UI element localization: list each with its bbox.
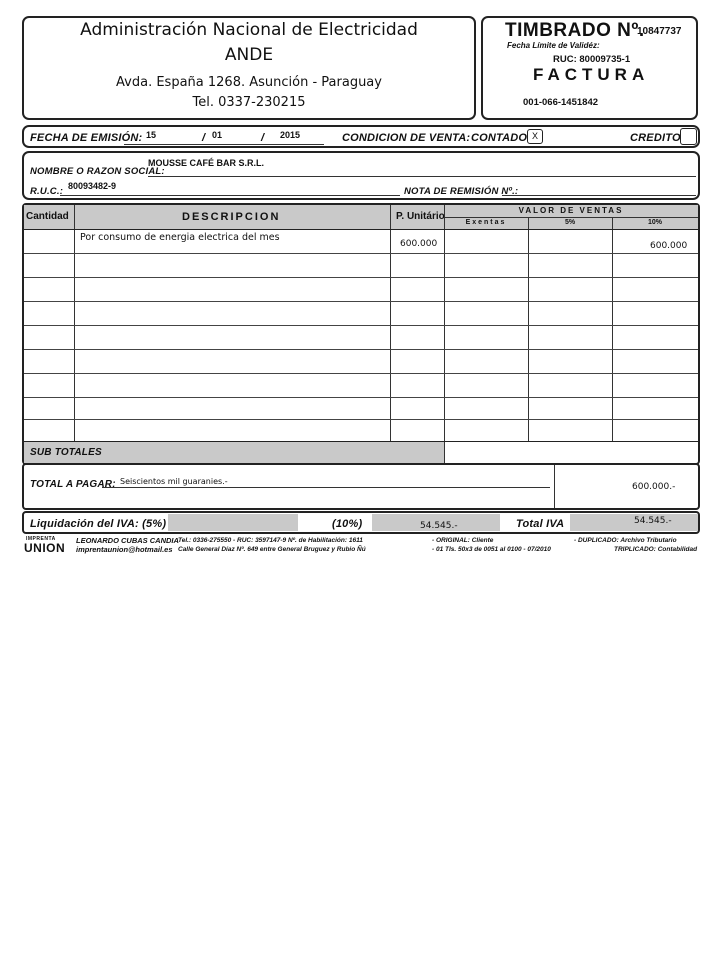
footer-line-1: Tel.: 0336-275550 - RUC: 3597147-9 Nº. de Habilitación: 1611	[178, 537, 363, 544]
doc-type: FACTURA	[533, 65, 650, 84]
client-name: MOUSSE CAFÉ BAR S.R.L.	[148, 158, 265, 168]
condition-label: CONDICION DE VENTA:	[342, 132, 471, 144]
invoice-number: 001-066-1451842	[523, 97, 599, 108]
iva10-label: (10%)	[332, 518, 363, 530]
footer-line-1c: - DUPLICADO: Archivo Tributario	[574, 537, 677, 544]
contado-checkbox[interactable]	[527, 129, 543, 144]
client-box	[22, 151, 700, 200]
company-box	[22, 16, 476, 120]
row-diez: 600.000	[650, 241, 688, 251]
emission-label: FECHA DE EMISIÓN:	[30, 132, 143, 144]
timbrado-number: 10847737	[637, 26, 682, 37]
printer-email: imprentaunion@hotmail.es	[76, 545, 173, 554]
credito-checkbox[interactable]	[680, 128, 697, 145]
total-value: 600.000.-	[632, 482, 676, 492]
company-phone: Tel. 0337-230215	[192, 95, 306, 110]
date-sep-1: /	[202, 132, 206, 144]
logo-bottom: UNION	[24, 541, 66, 555]
printer-logo	[24, 536, 72, 556]
client-ruc: 80093482-9	[68, 181, 117, 191]
total-iva-value: 54.545.-	[634, 516, 672, 526]
col-diez: 10%	[647, 219, 662, 226]
validity-label: Fecha Límite de Validéz:	[507, 41, 600, 50]
credito-label: CREDITO	[630, 132, 681, 144]
issuer-ruc: RUC: 80009735-1	[553, 54, 631, 65]
col-cinco: 5%	[564, 219, 576, 226]
iva-box	[22, 511, 700, 534]
col-cantidad: Cantidad	[26, 211, 69, 222]
col-valor-ventas: VALOR DE VENTAS	[518, 206, 624, 215]
timbrado-title: TIMBRADO Nº.	[505, 20, 645, 41]
row-descripcion: Por consumo de energia electrica del mes	[80, 232, 280, 243]
footer-line-2b: - 01 Tls. 50x3 de 0051 al 0100 - 07/2010	[432, 546, 551, 553]
emission-year: 2015	[280, 130, 301, 140]
emission-box	[22, 125, 700, 148]
row-unitario: 600.000	[400, 239, 438, 249]
printer-name: LEONARDO CUBAS CANDIA	[76, 536, 179, 545]
contado-label: CONTADO	[471, 132, 528, 144]
footer-line-1b: - ORIGINAL: Cliente	[432, 537, 494, 544]
date-sep-2: /	[261, 132, 265, 144]
contado-mark: X	[531, 131, 538, 141]
company-address: Avda. España 1268. Asunción - Paraguay	[116, 75, 382, 90]
total-words: Seiscientos mil guaranies.-	[120, 477, 228, 486]
logo-top: IMPRENTA	[26, 536, 56, 542]
subtotales-label: SUB TOTALES	[30, 447, 102, 458]
emission-month: 01	[212, 130, 223, 140]
col-exentas: Exentas	[465, 219, 507, 226]
timbrado-box	[481, 16, 698, 120]
footer-line-2c: TRIPLICADO: Contabilidad	[614, 546, 698, 553]
col-unitario: P. Unitário	[396, 211, 445, 222]
total-box	[22, 463, 700, 510]
iva10-value: 54.545.-	[420, 521, 458, 531]
col-descripcion: DESCRIPCION	[182, 211, 281, 223]
client-ruc-label: R.U.C.:	[30, 186, 64, 197]
items-table	[22, 203, 700, 465]
footer-line-2: Calle General Díaz Nº. 649 entre General Bruguez y Rubio Ñú	[178, 546, 366, 553]
client-name-label: NOMBRE O RAZON SOCIAL:	[30, 166, 165, 177]
company-name: Administración Nacional de Electricidad	[80, 20, 418, 40]
total-label: TOTAL A PAGAR:	[30, 479, 116, 490]
iva-label: Liquidación del IVA: (5%)	[30, 518, 167, 530]
emission-day: 15	[146, 130, 157, 140]
remision-label: NOTA DE REMISIÓN Nº.:	[404, 186, 519, 197]
company-acronym: ANDE	[224, 45, 274, 65]
total-iva-label: Total IVA	[516, 518, 565, 530]
